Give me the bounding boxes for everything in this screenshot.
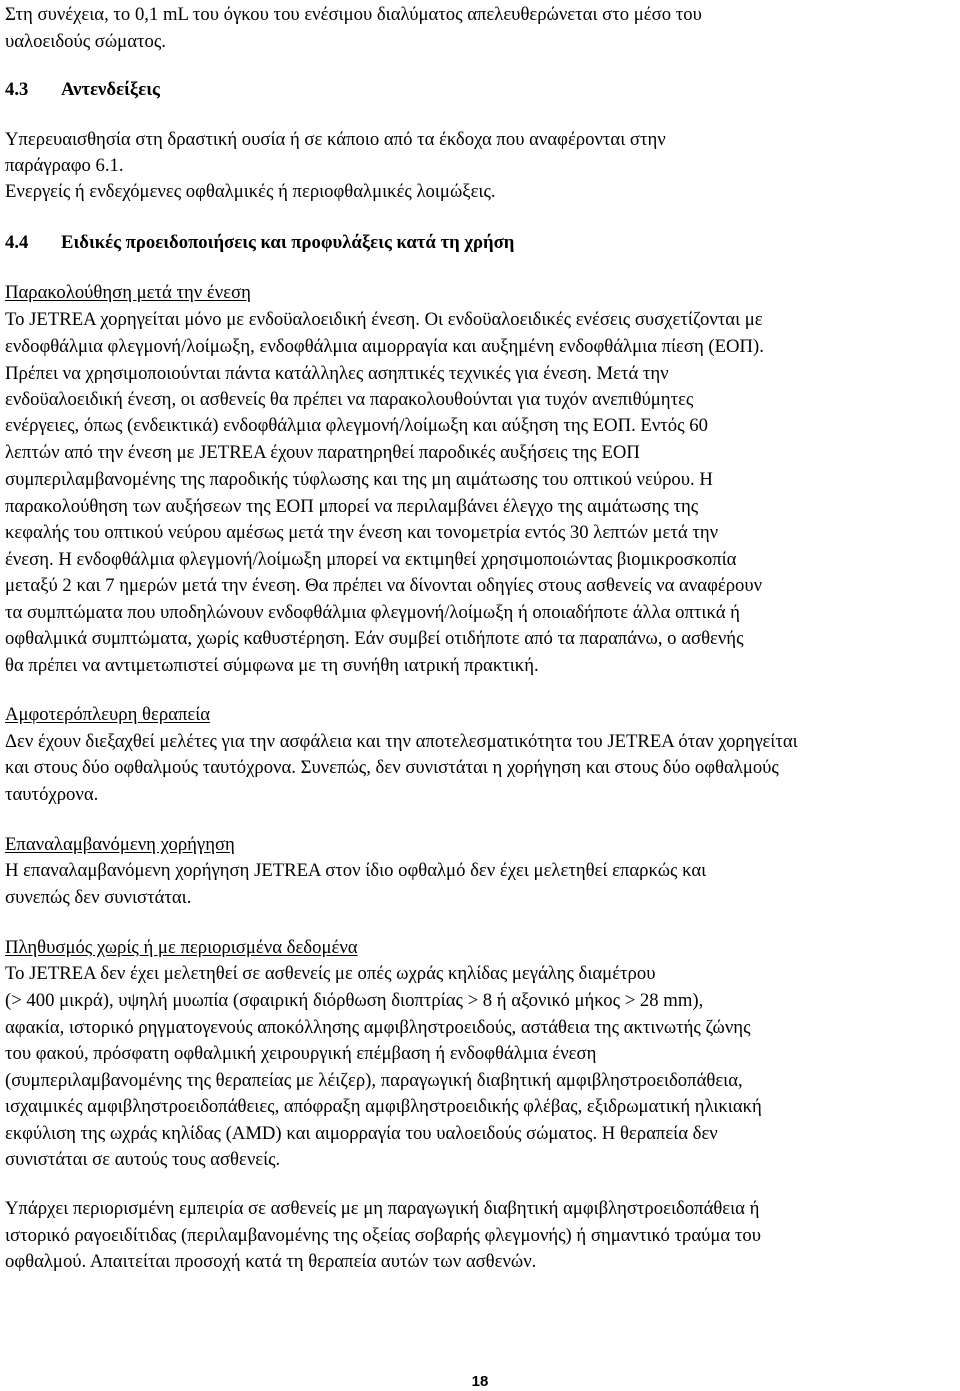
paragraph-line: μεταξύ 2 και 7 ημερών μετά την ένεση. Θα πρέπει να δίνονται οδηγίες στους ασθενείς να αναφέρουν [5,575,763,596]
paragraph-line: ταυτόχρονα. [5,784,99,805]
section-title: Αντενδείξεις [61,79,160,100]
paragraph-line: συνεπώς δεν συνιστάται. [5,887,192,908]
section-number: 4.4 [5,232,29,253]
paragraph-line: Δεν έχουν διεξαχθεί μελέτες για την ασφάλεια και την αποτελεσματικότητα του JETREA όταν χορηγείται [5,731,798,752]
paragraph-line: ισχαιμικές αμφιβληστροειδοπάθειες, απόφραξη αμφιβληστροειδικής φλέβας, εξιδρωματική ηλικιακή [5,1096,762,1117]
paragraph-line: Πρέπει να χρησιμοποιούνται πάντα κατάλληλες ασηπτικές τεχνικές για ένεση. Μετά την [5,363,669,384]
subheading-limited-data: Πληθυσμός χωρίς ή με περιορισμένα δεδομένα [5,937,358,958]
contraindication-line: παράγραφο 6.1. [5,155,124,176]
paragraph-line: οφθαλμικά συμπτώματα, χωρίς καθυστέρηση. Εάν συμβεί οτιδήποτε από τα παραπάνω, ο ασθενής [5,628,744,649]
intro-line: υαλοειδούς σώματος. [5,31,166,52]
subheading-bilateral: Αμφοτερόπλευρη θεραπεία [5,704,211,725]
paragraph-line: θα πρέπει να αντιμετωπιστεί σύμφωνα με τη συνήθη ιατρική πρακτική. [5,655,539,676]
paragraph-line: (> 400 μικρά), υψηλή μυωπία (σφαιρική διόρθωση διοπτρίας > 8 ή αξονικό μήκος > 28 mm), [5,990,704,1011]
subheading-repeated: Επαναλαμβανόμενη χορήγηση [5,834,235,855]
contraindication-line: Υπερευαισθησία στη δραστική ουσία ή σε κάποιο από τα έκδοχα που αναφέρονται στην [5,129,666,150]
paragraph-line: εκφύλιση της ωχράς κηλίδας (AMD) και αιμορραγία του υαλοειδούς σώματος. Η θεραπεία δεν [5,1123,718,1144]
paragraph-line: συνιστάται σε αυτούς τους ασθενείς. [5,1149,281,1170]
section-title: Ειδικές προειδοποιήσεις και προφυλάξεις κατά τη χρήση [61,232,515,253]
section-4-4-heading [5,232,514,254]
section-number: 4.3 [5,79,29,100]
paragraph-line: ενδοφθάλμια φλεγμονή/λοίμωξη, ενδοφθάλμια αιμορραγία και αυξημένη ενδοφθάλμια πίεση (ΕΟΠ). [5,336,764,357]
paragraph-line: συμπεριλαμβανομένης της παροδικής τύφλωσης και της μη αιμάτωσης του οπτικού νεύρου. Η [5,469,713,490]
paragraph-line: Η επαναλαμβανόμενη χορήγηση JETREA στον ίδιο οφθαλμό δεν έχει μελετηθεί επαρκώς και [5,860,707,881]
paragraph-line: του φακού, πρόσφατη οφθαλμική χειρουργική επέμβαση ή ενδοφθάλμια ένεση [5,1043,597,1064]
contraindication-line: Ενεργείς ή ενδεχόμενες οφθαλμικές ή περιοφθαλμικές λοιμώξεις. [5,181,496,202]
paragraph-line: αφακία, ιστορικό ρηγματογενούς αποκόλλησης αμφιβληστροειδούς, αστάθεια της ακτινωτής ζώνης [5,1017,751,1038]
paragraph-line: Το JETREA δεν έχει μελετηθεί σε ασθενείς με οπές ωχράς κηλίδας μεγάλης διαμέτρου [5,963,656,984]
paragraph-line: ένεση. Η ενδοφθάλμια φλεγμονή/λοίμωξη μπορεί να εκτιμηθεί χρησιμοποιώντας βιομικροσκοπία [5,549,737,570]
paragraph-line: λεπτών από την ένεση με JETREA έχουν παρατηρηθεί παροδικές αυξήσεις της ΕΟΠ [5,442,640,463]
paragraph-line: (συμπεριλαμβανομένης της θεραπείας με λέιζερ), παραγωγική διαβητική αμφιβληστροειδοπάθεια, [5,1070,743,1091]
subheading-monitoring: Παρακολούθηση μετά την ένεση [5,282,251,303]
paragraph-line: ιστορικό ραγοειδίτιδας (περιλαμβανομένης της οξείας σοβαρής φλεγμονής) ή σημαντικό τραύμα του [5,1225,762,1246]
paragraph-line: οφθαλμού. Απαιτείται προσοχή κατά τη θεραπεία αυτών των ασθενών. [5,1251,537,1272]
intro-line: Στη συνέχεια, το 0,1 mL του όγκου του ενέσιμου διαλύματος απελευθερώνεται στο μέσο του [5,4,702,25]
paragraph-line: και στους δύο οφθαλμούς ταυτόχρονα. Συνεπώς, δεν συνιστάται η χορήγηση και στους δύο οφθαλμούς [5,757,779,778]
paragraph-line: παρακολούθηση των αυξήσεων της ΕΟΠ μπορεί να περιλαμβάνει έλεγχο της αιμάτωσης της [5,496,699,517]
section-4-3-heading [5,79,160,101]
page-number: 18 [471,1373,489,1390]
paragraph-line: Το JETREA χορηγείται μόνο με ενδοϋαλοειδική ένεση. Οι ενδοϋαλοειδικές ενέσεις συσχετίζονται με [5,309,763,330]
paragraph-line: τα συμπτώματα που υποδηλώνουν ενδοφθάλμια φλεγμονή/λοίμωξη ή οποιαδήποτε άλλα οπτικά ή [5,602,740,623]
paragraph-line: Υπάρχει περιορισμένη εμπειρία σε ασθενείς με μη παραγωγική διαβητική αμφιβληστροειδοπάθεια ή [5,1198,760,1219]
paragraph-line: ενέργειες, όπως (ενδεικτικά) ενδοφθάλμια φλεγμονή/λοίμωξη και αύξηση της ΕΟΠ. Εντός 60 [5,415,708,436]
paragraph-line: κεφαλής του οπτικού νεύρου αμέσως μετά την ένεση και τονομετρία εντός 30 λεπτών μετά την [5,522,719,543]
paragraph-line: ενδοϋαλοειδική ένεση, οι ασθενείς θα πρέπει να παρακολουθούνται για τυχόν ανεπιθύμητες [5,389,694,410]
